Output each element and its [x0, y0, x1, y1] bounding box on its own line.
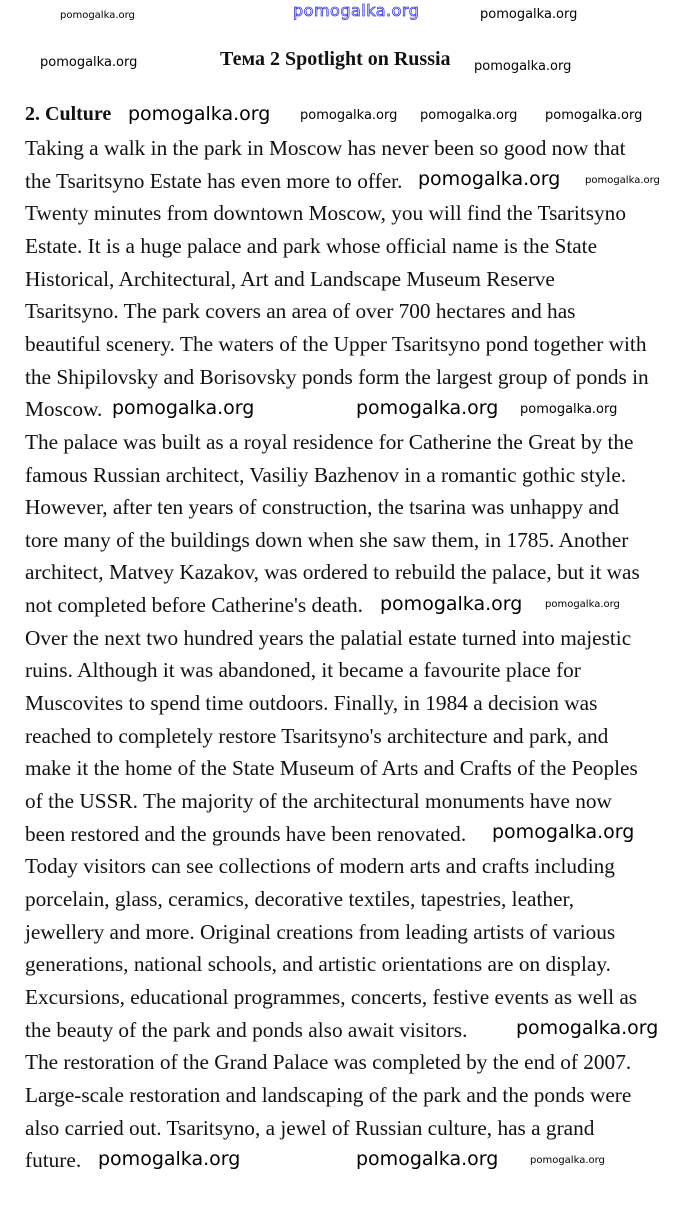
section-heading: 2. Culture [25, 103, 112, 125]
watermark: pomogalka.org [356, 1148, 499, 1170]
watermark: pomogalka.org [60, 10, 135, 21]
text-line: ruins. Although it was abandoned, it became a favourite place for [25, 658, 581, 683]
text-line: Twenty minutes from downtown Moscow, you will find the Tsaritsyno [25, 201, 626, 226]
watermark: pomogalka.org [418, 168, 561, 190]
watermark: pomogalka.org [293, 1, 420, 20]
watermark: pomogalka.org [300, 108, 398, 123]
watermark: pomogalka.org [480, 7, 578, 22]
watermark: pomogalka.org [128, 103, 271, 125]
watermark: pomogalka.org [545, 108, 643, 123]
text-line: the Shipilovsky and Borisovsky ponds form the largest group of ponds in [25, 364, 649, 389]
text-line: Taking a walk in the park in Moscow has never been so good now that [25, 136, 626, 160]
watermark: pomogalka.org [545, 599, 620, 610]
text-line: architect, Matvey Kazakov, was ordered to rebuild the palace, but it was [25, 560, 640, 585]
watermark: pomogalka.org [40, 55, 138, 70]
text-line: of the USSR. The majority of the architectural monuments have now [25, 789, 612, 813]
text-line: beautiful scenery. The waters of the Upper Tsaritsyno pond together with [25, 331, 647, 356]
text-line: the Tsaritsyno Estate has even more to offer. [25, 168, 403, 193]
text-line: The restoration of the Grand Palace was completed by the end of 2007. [25, 1050, 632, 1075]
text-line: Today visitors can see collections of modern arts and crafts including [25, 854, 615, 879]
text-line: Estate. It is a huge palace and park whose official name is the State [25, 233, 598, 258]
text-line: Muscovites to spend time outdoors. Finally, in 1984 a decision was [25, 691, 598, 716]
text-line: also carried out. Tsaritsyno, a jewel of Russian culture, has a grand [25, 1115, 595, 1140]
watermark: pomogalka.org [112, 397, 255, 419]
watermark: pomogalka.org [380, 593, 523, 615]
text-line: porcelain, glass, ceramics, decorative textiles, tapestries, leather, [25, 886, 575, 911]
text-line: jewellery and more. Original creations from leading artists of various [25, 919, 616, 944]
watermark: pomogalka.org [520, 402, 618, 417]
text-line: However, after ten years of construction, the tsarina was unhappy and [25, 495, 620, 520]
page-title: Тема 2 Spotlight on Russia [220, 48, 451, 70]
text-line: famous Russian architect, Vasiliy Bazhenov in a romantic gothic style. [25, 462, 627, 487]
watermark: pomogalka.org [356, 397, 499, 419]
text-line: Tsaritsyno. The park covers an area of over 700 hectares and has [25, 299, 576, 324]
watermark: pomogalka.org [492, 821, 635, 843]
text-line: Historical, Architectural, Art and Landscape Museum Reserve [25, 266, 555, 291]
text-line: Moscow. [25, 397, 103, 422]
text-line: not completed before Catherine's death. [25, 593, 363, 618]
text-line: been restored and the grounds have been renovated. [25, 821, 467, 846]
watermark: pomogalka.org [530, 1155, 605, 1166]
text-line: Over the next two hundred years the palatial estate turned into majestic [25, 625, 632, 650]
text-line: reached to completely restore Tsaritsyno's architecture and park, and [25, 723, 609, 748]
watermark: pomogalka.org [98, 1148, 241, 1170]
watermark: pomogalka.org [420, 108, 518, 123]
watermark: pomogalka.org [585, 175, 660, 186]
text-line: future. [25, 1148, 82, 1173]
text-line: The palace was built as a royal residence for Catherine the Great by the [25, 429, 634, 454]
watermark: pomogalka.org [516, 1017, 659, 1039]
text-line: Excursions, educational programmes, concerts, festive events as well as [25, 984, 638, 1009]
text-line: generations, national schools, and artistic orientations are on display. [25, 952, 611, 977]
watermark: pomogalka.org [474, 59, 572, 74]
text-line: Large-scale restoration and landscaping of the park and the ponds were [25, 1082, 632, 1107]
text-line: tore many of the buildings down when she saw them, in 1785. Another [25, 527, 629, 552]
text-line: make it the home of the State Museum of Arts and Crafts of the Peoples [25, 756, 638, 781]
text-line: the beauty of the park and ponds also await visitors. [25, 1017, 468, 1042]
